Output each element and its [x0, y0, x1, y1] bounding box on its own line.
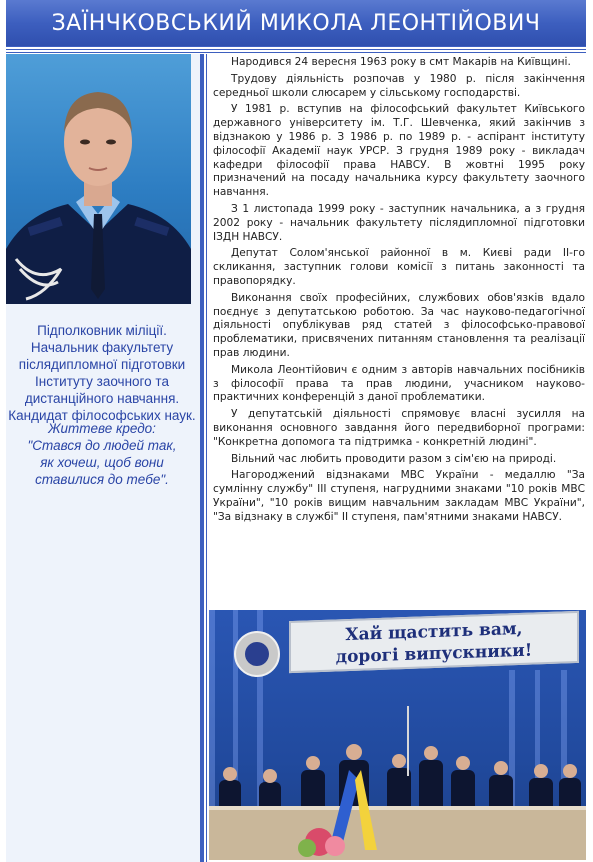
vertical-divider [200, 54, 204, 862]
banner-line: дорогі випускники! [335, 640, 533, 668]
caption-line: післядипломної підготовки [18, 357, 186, 372]
bio-paragraph: Микола Леонтійович є одним з авторів навчальних посібників з філософії права та прав людини, учасником науково-практичних конференцій з даної проблематики. [213, 363, 585, 404]
title-stripes-divider [6, 46, 586, 54]
motto-line: як хочеш, щоб вони [40, 455, 164, 470]
bio-paragraph: Депутат Солом'янської районної в м. Києві ради ІІ-го скликання, заступник голови комісії з питань законності та правопорядку. [213, 247, 585, 287]
congratulation-banner [289, 611, 579, 673]
caption-line: Кандидат філософських наук. [8, 408, 196, 423]
life-motto [6, 420, 198, 488]
page-title-text: ЗАЇНЧКОВСЬКИЙ МИКОЛА ЛЕОНТІЙОВИЧ [51, 10, 541, 36]
caption-line: дистанційного навчання. [24, 391, 180, 406]
bio-paragraph: У депутатській діяльності спрямовує власні зусилля на виконання основного завдання його передвиборної програми: "Конкретна допомога та підтримка - конкретній людині". [213, 408, 585, 448]
motto-line: "Стався до людей так, [27, 438, 177, 453]
bio-paragraph: Трудову діяльність розпочав у 1980 р. після закінчення середньої школи слюсарем у сільському господарстві. [213, 72, 585, 99]
caption-line: Підполковник міліції. [37, 323, 167, 338]
bio-paragraph: Нагороджений відзнаками МВС України - медаллю "За сумлінну службу" ІІІ ступеня, нагрудними знаками "10 років МВС України", "10 років вищим навчальним закладам МВС України", "За відзнаку в службі" ІІ ступеня, пам'ятними знаками НАВСУ. [213, 469, 585, 523]
caption-line: Начальник факультету [30, 340, 174, 355]
bio-paragraph: Виконання своїх професійних, службових обов'язків вдало поєднує з депутатською роботою. За час науково-педагогічної діяльності опублікував ряд статей з філософсько-правової проблематики, присвячених питанням становлення та реалізації прав людини. [213, 291, 585, 359]
motto-line: Життеве кредо: [48, 421, 156, 436]
portrait-illustration [6, 54, 191, 304]
graduation-ceremony-photo [209, 610, 586, 860]
biography-text [213, 56, 585, 528]
bio-paragraph: Народився 24 вересня 1963 року в смт Макарів на Київщині. [231, 56, 571, 68]
page-title [6, 0, 586, 46]
position-caption [6, 322, 198, 424]
bio-paragraph: У 1981 р. вступив на філософський факультет Київського державного університету ім. Т.Г. Шевченка, який закінчив з відзнакою у 1986 р. З 1986 р. по 1989 р. - аспірант інституту філософії Академії наук УРСР. З грудня 1989 року - викладач кафедри філософії права НАВСУ. В жовтні 1995 року призначений на посаду начальника курсу факультету заочного навчання. [213, 103, 585, 199]
vertical-divider-thin [206, 54, 207, 862]
motto-line: ставилися до тебе". [35, 472, 169, 487]
caption-line: Інституту заочного та [35, 374, 169, 389]
bio-paragraph: З 1 листопада 1999 року - заступник начальника, а з грудня 2002 року - начальник факультету післядипломної підготовки ІЗДН НАВСУ. [213, 202, 585, 243]
bio-paragraph: Вільний час любить проводити разом з сім'єю на природі. [231, 452, 557, 465]
portrait-photo [6, 54, 191, 304]
banner-line: Хай щастить вам, [345, 618, 523, 646]
